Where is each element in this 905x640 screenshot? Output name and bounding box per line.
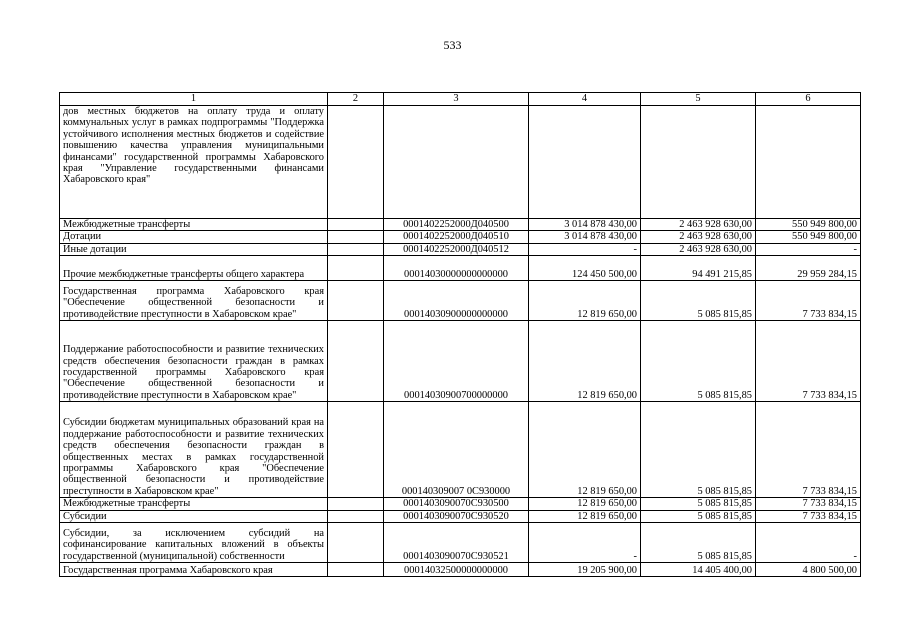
- row-name: Прочие межбюджетные трансферты общего характера: [60, 256, 328, 281]
- row-value-col-5: 2 463 928 630,00: [641, 231, 756, 243]
- row-code: 0001403090070С930520: [384, 510, 529, 522]
- row-col-2: [328, 106, 384, 219]
- row-name: Межбюджетные трансферты: [60, 498, 328, 510]
- row-col-2: [328, 510, 384, 522]
- row-value-col-6: 29 959 284,15: [756, 256, 861, 281]
- row-col-2: [328, 243, 384, 255]
- row-value-col-6: 7 733 834,15: [756, 498, 861, 510]
- table-row: [60, 281, 861, 321]
- row-value-col-4: 12 819 650,00: [529, 510, 641, 522]
- row-code: 0001402252000Д040512: [384, 243, 529, 255]
- row-name: Межбюджетные трансферты: [60, 219, 328, 231]
- row-code: 0001402252000Д040510: [384, 231, 529, 243]
- row-value-col-4: -: [529, 523, 641, 563]
- row-value-col-5: 14 405 400,00: [641, 563, 756, 577]
- row-value-col-5: [641, 106, 756, 219]
- row-value-col-4: 12 819 650,00: [529, 402, 641, 498]
- row-value-col-4: [529, 106, 641, 219]
- row-col-2: [328, 256, 384, 281]
- row-value-col-6: 7 733 834,15: [756, 402, 861, 498]
- row-name: дов местных бюджетов на оплату труда и оплату коммунальных услуг в рамках подпрограммы "Поддержка устойчивого исполнения местных бюджетов и содействие повышению качества управления муниципальными финансами" государственной программы Хабаровского края "Управление государственными финансами Хабаровского края": [60, 106, 328, 219]
- row-value-col-6: 7 733 834,15: [756, 510, 861, 522]
- row-code: [384, 106, 529, 219]
- row-value-col-6: 7 733 834,15: [756, 281, 861, 321]
- row-col-2: [328, 563, 384, 577]
- row-name: Субсидии: [60, 510, 328, 522]
- row-value-col-6: 550 949 800,00: [756, 231, 861, 243]
- row-col-2: [328, 402, 384, 498]
- row-value-col-4: 12 819 650,00: [529, 321, 641, 402]
- row-name: Дотации: [60, 231, 328, 243]
- header-col-2: 2: [328, 93, 384, 106]
- row-col-2: [328, 523, 384, 563]
- row-name: Государственная программа Хабаровского края: [60, 563, 328, 577]
- row-value-col-4: 3 014 878 430,00: [529, 231, 641, 243]
- row-value-col-5: 2 463 928 630,00: [641, 219, 756, 231]
- table-row: [60, 219, 861, 231]
- row-value-col-6: -: [756, 523, 861, 563]
- table-row: [60, 256, 861, 281]
- row-value-col-6: [756, 106, 861, 219]
- row-value-col-4: 3 014 878 430,00: [529, 219, 641, 231]
- page-number: 533: [443, 38, 462, 52]
- table-row: [60, 106, 861, 219]
- row-code: 00014030900000000000: [384, 281, 529, 321]
- header-col-1: 1: [60, 93, 328, 106]
- row-name: Поддержание работоспособности и развитие технических средств обеспечения безопасности граждан в рамках государственной программы Хабаровского края "Обеспечение общественной безопасности и противодействие преступности в Хабаровском крае": [60, 321, 328, 402]
- row-value-col-5: 94 491 215,85: [641, 256, 756, 281]
- row-value-col-4: -: [529, 243, 641, 255]
- budget-table: [59, 92, 861, 577]
- header-col-4: 4: [529, 93, 641, 106]
- row-col-2: [328, 281, 384, 321]
- row-value-col-6: 7 733 834,15: [756, 321, 861, 402]
- row-value-col-5: 2 463 928 630,00: [641, 243, 756, 255]
- table-row: [60, 402, 861, 498]
- row-value-col-4: 124 450 500,00: [529, 256, 641, 281]
- row-value-col-6: 4 800 500,00: [756, 563, 861, 577]
- table-row: [60, 563, 861, 577]
- row-code: 0001403090070С930500: [384, 498, 529, 510]
- table-row: [60, 498, 861, 510]
- row-value-col-5: 5 085 815,85: [641, 402, 756, 498]
- row-value-col-6: -: [756, 243, 861, 255]
- row-value-col-6: 550 949 800,00: [756, 219, 861, 231]
- row-code: 00014032500000000000: [384, 563, 529, 577]
- row-value-col-4: 12 819 650,00: [529, 498, 641, 510]
- row-value-col-5: 5 085 815,85: [641, 523, 756, 563]
- row-name: Иные дотации: [60, 243, 328, 255]
- header-row: [60, 93, 861, 106]
- row-col-2: [328, 321, 384, 402]
- table-row: [60, 510, 861, 522]
- row-code: 0001402252000Д040500: [384, 219, 529, 231]
- row-code: 000140309007 0С930000: [384, 402, 529, 498]
- row-name: Субсидии бюджетам муниципальных образований края на поддержание работоспособности и развитие технических средств обеспечения безопасности граждан в общественных местах в рамках государственной программы Хабаровского края "Обеспечение общественной безопасности и противодействие преступности в Хабаровском крае": [60, 402, 328, 498]
- table-row: [60, 523, 861, 563]
- row-col-2: [328, 498, 384, 510]
- header-col-5: 5: [641, 93, 756, 106]
- row-value-col-5: 5 085 815,85: [641, 498, 756, 510]
- table-body: [60, 106, 861, 577]
- header-col-3: 3: [384, 93, 529, 106]
- row-value-col-4: 19 205 900,00: [529, 563, 641, 577]
- row-code: 0001403090070С930521: [384, 523, 529, 563]
- row-col-2: [328, 219, 384, 231]
- row-value-col-4: 12 819 650,00: [529, 281, 641, 321]
- table-row: [60, 321, 861, 402]
- row-code: 00014030000000000000: [384, 256, 529, 281]
- row-name: Субсидии, за исключением субсидий на софинансирование капитальных вложений в объекты государственной (муниципальной) собственности: [60, 523, 328, 563]
- row-value-col-5: 5 085 815,85: [641, 281, 756, 321]
- row-col-2: [328, 231, 384, 243]
- row-code: 00014030900700000000: [384, 321, 529, 402]
- table-row: [60, 231, 861, 243]
- row-value-col-5: 5 085 815,85: [641, 510, 756, 522]
- row-name: Государственная программа Хабаровского края "Обеспечение общественной безопасности и противодействие преступности в Хабаровском крае": [60, 281, 328, 321]
- header-col-6: 6: [756, 93, 861, 106]
- row-value-col-5: 5 085 815,85: [641, 321, 756, 402]
- table-row: [60, 243, 861, 255]
